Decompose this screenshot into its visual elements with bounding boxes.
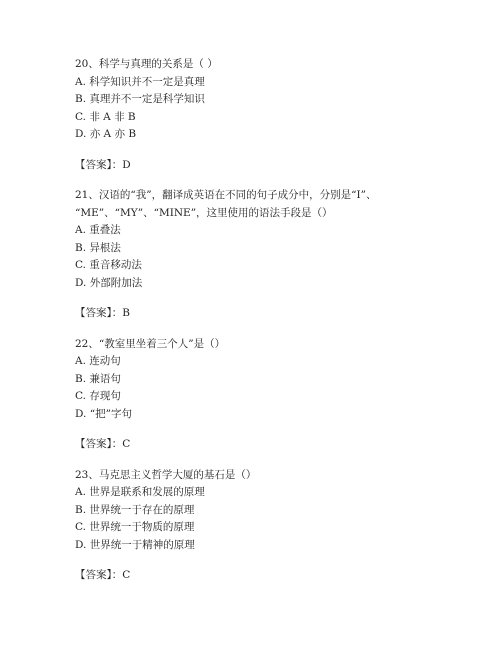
answer-label: 【答案】：B: [75, 307, 130, 319]
question-21: [75, 187, 435, 323]
answer-label: 【答案】：C: [75, 569, 131, 581]
option-a: A. 科学知识并不一定是真理: [75, 75, 205, 88]
option-a: A. 连动句: [75, 355, 121, 367]
option-a: A. 世界是联系和发展的原理: [75, 486, 205, 498]
question-stem-line-2: “ME”、“MY”、“MINE”，这里使用的语法手段是（）: [75, 206, 333, 219]
option-b: B. 真理并不一定是科学知识: [75, 93, 205, 105]
question-stem: 23、马克思主义哲学大厦的基石是（）: [75, 468, 257, 481]
option-a: A. 重叠法: [75, 224, 121, 236]
option-c: C. 世界统一于物质的原理: [75, 521, 195, 533]
answer-label: 【答案】：C: [75, 438, 131, 450]
question-23: [75, 467, 435, 585]
answer-label: 【答案】：D: [75, 158, 131, 171]
option-d: D. 外部附加法: [75, 276, 143, 289]
option-b: B. 世界统一于存在的原理: [75, 503, 195, 516]
option-c: C. 存现句: [75, 390, 121, 402]
document-page: [75, 56, 435, 598]
question-stem: 20、科学与真理的关系是（ ）: [75, 58, 218, 70]
option-c: C. 重音移动法: [75, 259, 142, 271]
option-b: B. 兼语句: [75, 372, 121, 385]
option-d: D. “把”字句: [75, 407, 132, 420]
option-c: C. 非 A 非 B: [75, 110, 136, 123]
question-20: [75, 56, 435, 174]
question-stem: 22、“教室里坐着三个人”是（）: [75, 337, 226, 350]
option-d: D. 世界统一于精神的原理: [75, 538, 195, 551]
option-d: D. 亦 A 亦 B: [75, 128, 137, 140]
option-b: B. 异根法: [75, 241, 121, 254]
question-stem: 21、汉语的“我”，翻译成英语在不同的句子成分中，分别是“I”、: [75, 189, 377, 201]
question-22: [75, 336, 435, 454]
